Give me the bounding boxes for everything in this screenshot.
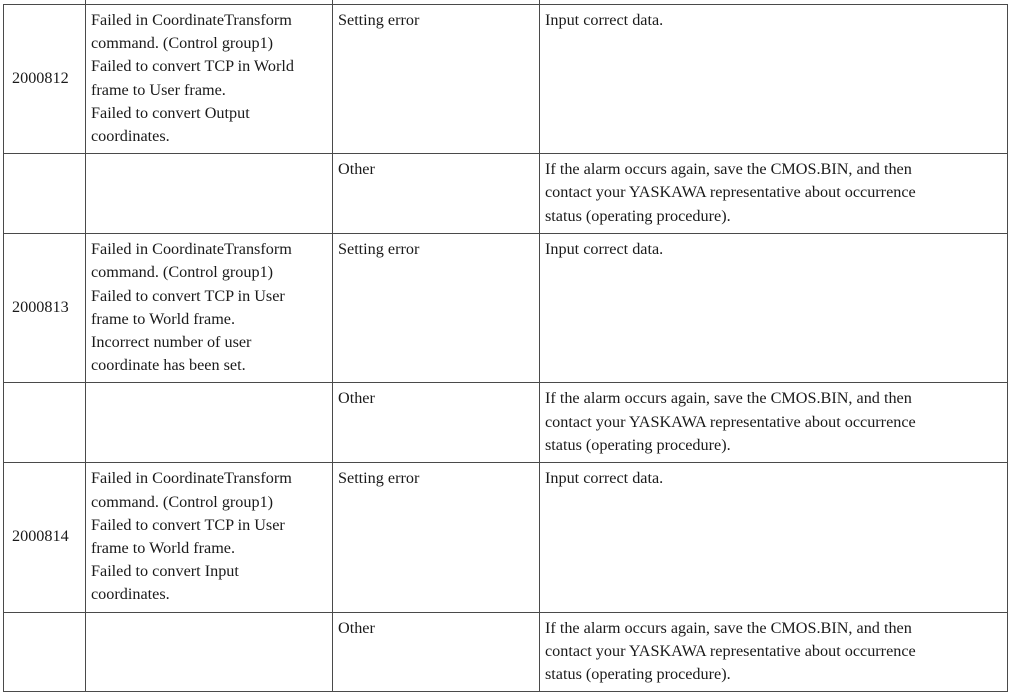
remedy-cell [540,463,1008,612]
alarm-table-body [4,5,1008,692]
remedy-cell [540,383,1008,463]
cause-cell [86,5,333,154]
cause-line: frame to User frame. [91,80,226,99]
remedy-line: If the alarm occurs again, save the CMOS.BIN, and then [545,618,912,637]
alarm-code: 2000813 [12,298,69,317]
alarm-code-cell [4,612,86,692]
cause-line: command. (Control group1) [91,34,274,53]
alarm-code-cell [4,234,86,383]
alarm-code-cell [4,5,86,154]
cause-line: Incorrect number of user [91,333,252,352]
remedy-line: status (operating procedure). [545,206,731,225]
remedy-line: contact your YASKAWA representative about occurrence [545,183,916,202]
table-row [4,463,1008,612]
cause-line: coordinate has been set. [91,356,246,375]
alarm-code: 2000812 [12,69,69,87]
cause-line: frame to World frame. [91,309,236,328]
table-row [4,5,1008,154]
remedy-line: contact your YASKAWA representative about occurrence [545,641,916,660]
error-type: Setting error [338,469,420,488]
remedy-cell [540,234,1008,383]
table-row [4,612,1008,692]
error-type: Setting error [338,240,420,259]
cause-line: Failed to convert Output [91,103,250,122]
error-type: Setting error [338,11,420,29]
remedy-line: status (operating procedure). [545,665,731,684]
cause-cell [86,612,333,692]
table-row [4,383,1008,463]
cause-line: frame to World frame. [91,539,236,558]
error-type: Other [338,618,375,637]
cause-line: Failed to convert TCP in World [91,57,294,76]
cause-line: Failed in CoordinateTransform [91,240,292,259]
cause-line: coordinates. [91,127,170,146]
alarm-code-cell [4,463,86,612]
remedy-line: Input correct data. [545,11,664,29]
cause-cell [86,383,333,463]
error-type-cell [333,5,540,154]
table-row [4,154,1008,234]
error-type-cell [333,383,540,463]
error-type-cell [333,234,540,383]
cause-line: coordinates. [91,585,170,604]
remedy-cell [540,5,1008,154]
error-type: Other [338,160,375,179]
remedy-line: Input correct data. [545,469,664,488]
error-type-cell [333,612,540,692]
remedy-line: If the alarm occurs again, save the CMOS.BIN, and then [545,160,912,179]
cause-line: Failed in CoordinateTransform [91,11,292,29]
cause-line: command. (Control group1) [91,263,274,282]
cause-line: Failed to convert TCP in User [91,515,285,534]
cause-line: Failed to convert TCP in User [91,286,285,305]
remedy-line: contact your YASKAWA representative about occurrence [545,412,916,431]
remedy-cell [540,154,1008,234]
alarm-code: 2000814 [12,527,69,546]
alarm-table [3,4,1008,692]
remedy-cell [540,612,1008,692]
cause-line: Failed to convert Input [91,562,239,581]
cause-cell [86,154,333,234]
cause-line: Failed in CoordinateTransform [91,469,292,488]
error-type: Other [338,389,375,408]
error-type-cell [333,463,540,612]
remedy-line: If the alarm occurs again, save the CMOS.BIN, and then [545,389,912,408]
alarm-code-cell [4,383,86,463]
cause-line: command. (Control group1) [91,492,274,511]
cause-cell [86,234,333,383]
alarm-code-cell [4,154,86,234]
cause-cell [86,463,333,612]
error-type-cell [333,154,540,234]
table-row [4,234,1008,383]
remedy-line: Input correct data. [545,240,664,259]
remedy-line: status (operating procedure). [545,435,731,454]
